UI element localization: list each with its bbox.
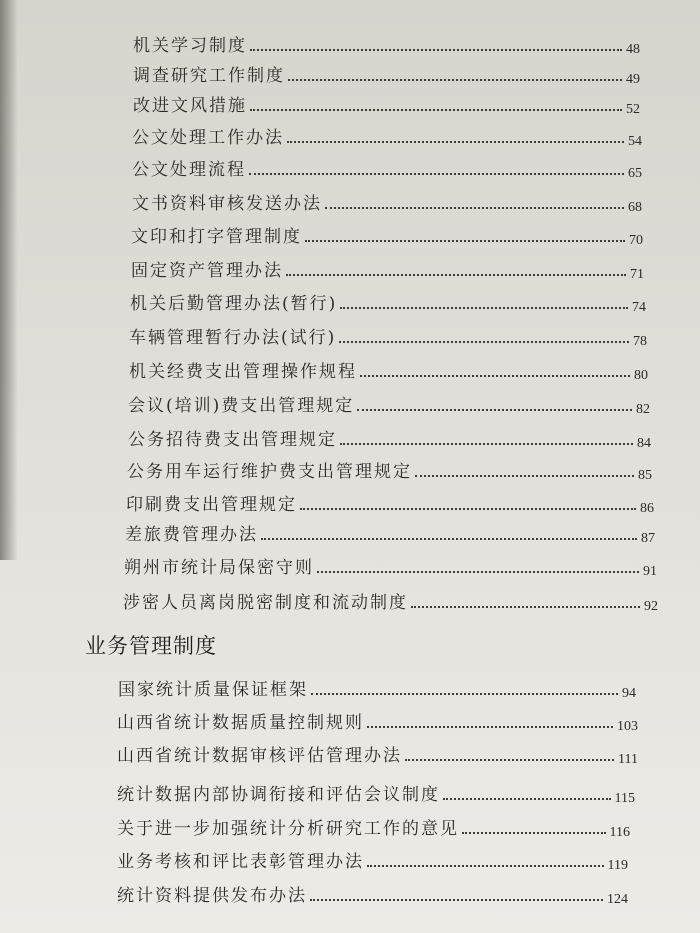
dot-leader bbox=[367, 865, 604, 867]
toc-entry-page-number: 116 bbox=[609, 825, 630, 840]
toc-entry-title: 山西省统计数据审核评估管理办法 bbox=[117, 746, 402, 766]
toc-entry-title: 印刷费支出管理规定 bbox=[126, 495, 297, 515]
toc-entry-title: 公务用车运行维护费支出管理规定 bbox=[127, 462, 412, 482]
toc-entry-title: 文书资料审核发送办法 bbox=[132, 194, 322, 214]
toc-entry-title: 机关后勤管理办法(暂行) bbox=[130, 294, 338, 314]
toc-entry bbox=[129, 362, 648, 382]
dot-leader bbox=[249, 173, 624, 175]
toc-entry-title: 关于进一步加强统计分析研究工作的意见 bbox=[117, 819, 459, 839]
dot-leader bbox=[288, 79, 622, 81]
toc-entry bbox=[132, 128, 642, 148]
toc-entry-title: 朔州市统计局保密守则 bbox=[124, 558, 314, 578]
toc-entry-page-number: 111 bbox=[618, 752, 638, 767]
toc-entry bbox=[117, 785, 635, 805]
toc-entry bbox=[133, 96, 640, 116]
toc-entry bbox=[131, 227, 643, 247]
toc-entry-title: 统计数据内部协调衔接和评估会议制度 bbox=[117, 785, 440, 805]
dot-leader bbox=[261, 538, 637, 540]
toc-entry bbox=[126, 495, 654, 515]
toc-entry bbox=[117, 886, 628, 906]
toc-entry-title: 国家统计质量保证框架 bbox=[118, 680, 308, 700]
toc-entry bbox=[132, 160, 642, 180]
dot-leader bbox=[360, 375, 630, 377]
section-heading: 业务管理制度 bbox=[85, 634, 217, 658]
dot-leader bbox=[357, 409, 632, 411]
toc-entry-title: 车辆管理暂行办法(试行) bbox=[129, 328, 337, 348]
toc-entry-page-number: 74 bbox=[632, 300, 646, 315]
toc-entry-page-number: 49 bbox=[626, 72, 640, 87]
toc-entry bbox=[118, 680, 636, 700]
dot-leader bbox=[367, 726, 613, 728]
toc-entry-title: 统计资料提供发布办法 bbox=[117, 886, 307, 906]
toc-entry bbox=[131, 261, 644, 281]
toc-entry-title: 山西省统计数据质量控制规则 bbox=[117, 713, 364, 733]
toc-entry-page-number: 103 bbox=[617, 719, 638, 734]
toc-entry-page-number: 87 bbox=[641, 531, 655, 546]
toc-entry-page-number: 52 bbox=[626, 102, 640, 117]
toc-entry bbox=[129, 328, 647, 348]
dot-leader bbox=[311, 693, 618, 695]
dot-leader bbox=[300, 508, 636, 510]
toc-entry-page-number: 70 bbox=[629, 233, 643, 248]
toc-entry bbox=[117, 819, 630, 839]
toc-entry-title: 机关学习制度 bbox=[133, 36, 247, 56]
toc-entry-page-number: 78 bbox=[633, 334, 647, 349]
toc-entry-page-number: 91 bbox=[643, 564, 657, 579]
toc-entry-title: 机关经费支出管理操作规程 bbox=[129, 362, 357, 382]
dot-leader bbox=[340, 443, 633, 445]
dot-leader bbox=[325, 207, 624, 209]
toc-entry-title: 公文处理流程 bbox=[132, 160, 246, 180]
dot-leader bbox=[339, 341, 629, 343]
toc-entry-title: 固定资产管理办法 bbox=[131, 261, 283, 281]
dot-leader bbox=[286, 274, 626, 276]
toc-entry-title: 改进文风措施 bbox=[133, 96, 247, 116]
toc-entry-page-number: 54 bbox=[628, 134, 642, 149]
dot-leader bbox=[405, 759, 614, 761]
toc-entry bbox=[117, 713, 638, 733]
dot-leader bbox=[415, 475, 634, 477]
toc-entry bbox=[128, 430, 651, 450]
toc-entry bbox=[133, 36, 640, 56]
toc-entry-page-number: 65 bbox=[628, 166, 642, 181]
toc-entry-title: 公文处理工作办法 bbox=[132, 128, 284, 148]
toc-entry-page-number: 84 bbox=[637, 436, 651, 451]
toc-entry bbox=[130, 294, 646, 314]
dot-leader bbox=[250, 109, 622, 111]
toc-entry-page-number: 82 bbox=[636, 402, 650, 417]
dot-leader bbox=[462, 832, 606, 834]
toc-entry-title: 调查研究工作制度 bbox=[133, 66, 285, 86]
toc-entry-page-number: 48 bbox=[626, 42, 640, 57]
dot-leader bbox=[250, 49, 622, 51]
toc-entry-page-number: 68 bbox=[628, 200, 642, 215]
dot-leader bbox=[411, 606, 640, 608]
dot-leader bbox=[287, 141, 624, 143]
toc-entry-title: 文印和打字管理制度 bbox=[131, 227, 302, 247]
dot-leader bbox=[443, 798, 611, 800]
toc-entry-title: 涉密人员离岗脱密制度和流动制度 bbox=[123, 593, 408, 613]
toc-entry-page-number: 115 bbox=[614, 791, 635, 806]
toc-entry-title: 会议(培训)费支出管理规定 bbox=[128, 396, 355, 416]
toc-entry-page-number: 86 bbox=[640, 501, 654, 516]
toc-entry-page-number: 85 bbox=[638, 468, 652, 483]
toc-entry-title: 业务考核和评比表彰管理办法 bbox=[117, 852, 364, 872]
toc-entry-title: 差旅费管理办法 bbox=[125, 525, 258, 545]
toc-entry bbox=[133, 66, 640, 86]
toc-entry-page-number: 71 bbox=[630, 267, 644, 282]
toc-entry bbox=[128, 396, 650, 416]
dot-leader bbox=[317, 571, 639, 573]
toc-entry-page-number: 92 bbox=[644, 599, 658, 614]
toc-entry bbox=[125, 525, 655, 545]
dot-leader bbox=[305, 240, 625, 242]
toc-entry-page-number: 124 bbox=[607, 892, 628, 907]
toc-entry bbox=[132, 194, 642, 214]
toc-entry bbox=[124, 558, 657, 578]
toc-entry bbox=[117, 746, 638, 766]
toc-entry bbox=[123, 593, 658, 613]
toc-entry-page-number: 119 bbox=[607, 858, 628, 873]
toc-entry bbox=[117, 852, 628, 872]
dot-leader bbox=[310, 899, 603, 901]
toc-entry-title: 公务招待费支出管理规定 bbox=[128, 430, 337, 450]
toc-entry-page-number: 80 bbox=[634, 368, 648, 383]
toc-entry bbox=[127, 462, 652, 482]
toc-entry-page-number: 94 bbox=[622, 686, 636, 701]
dot-leader bbox=[340, 307, 628, 309]
